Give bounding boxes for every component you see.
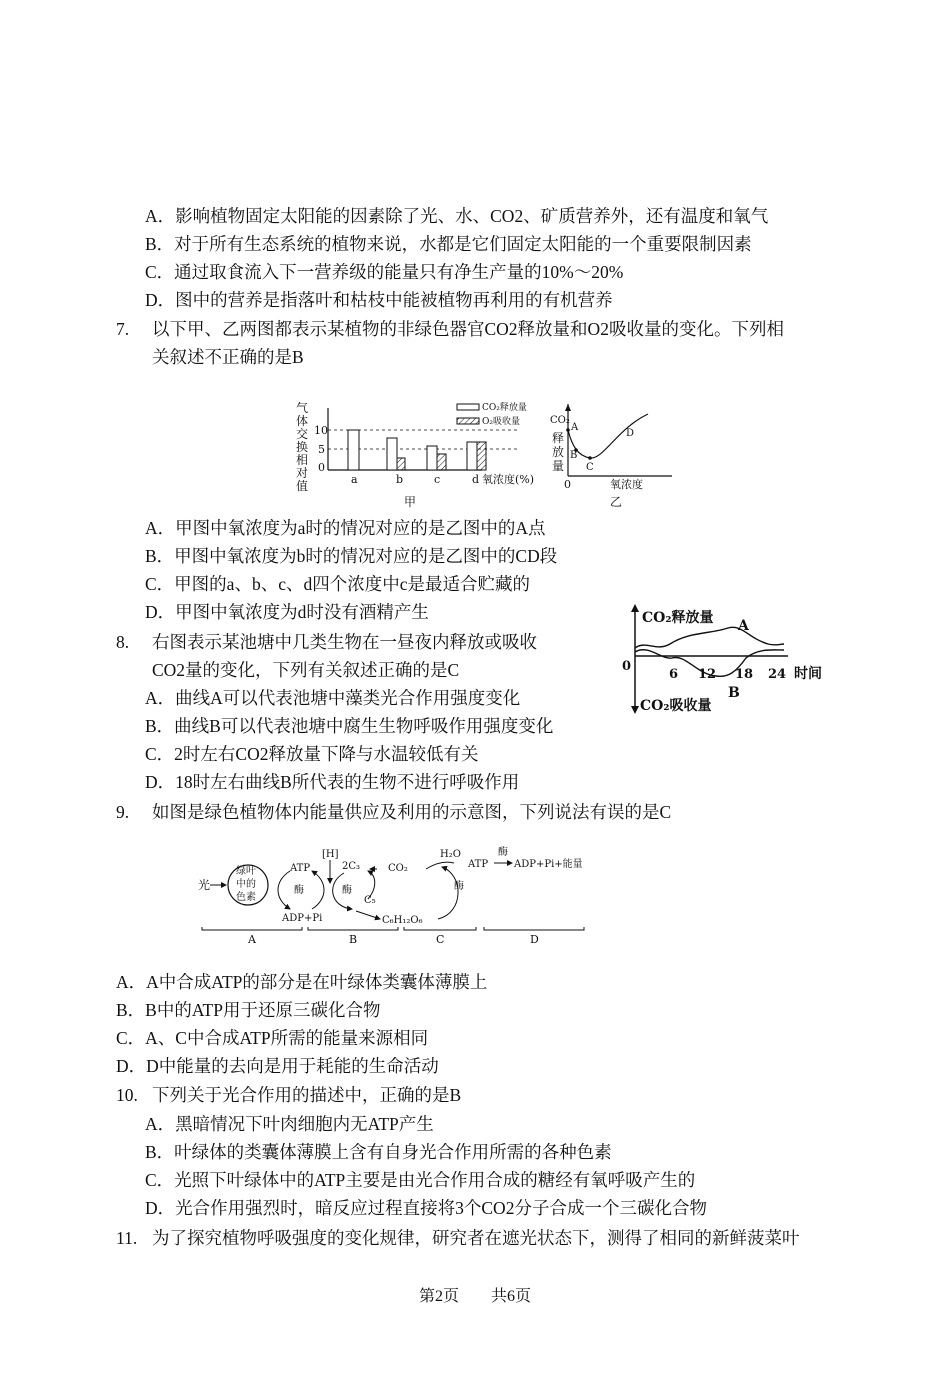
q9-bracket-b	[308, 927, 398, 930]
yi-xlabel: 氧浓度	[610, 478, 643, 491]
q9-glucose: C₆H₁₂O₆	[382, 915, 423, 926]
yi-caption: 乙	[610, 495, 623, 509]
q11-stem: 为了探究植物呼吸强度的变化规律，研究者在遮光状态下，测得了相同的新鲜菠菜叶	[152, 1228, 800, 1248]
q9-pigment-line: 色素	[236, 892, 256, 903]
jia-xtick-c: c	[434, 473, 441, 486]
q9-option-a: A．A中合成ATP的部分是在叶绿体类囊体薄膜上	[116, 972, 488, 992]
q11-number: 11.	[116, 1228, 138, 1248]
q9-adp-pi: ADP+Pi	[282, 913, 323, 924]
q9-option-b: B．B中的ATP用于还原三碳化合物	[116, 1000, 381, 1020]
q8-y-arrow-down	[631, 706, 639, 714]
q6-option-c: C．通过取食流入下一营养级的能量只有净生产量的10%～20%	[145, 262, 624, 282]
q9-bracket-d	[484, 927, 584, 930]
q9-pigment-line: 绿叶	[236, 866, 256, 877]
jia-bar-b-o2	[397, 458, 405, 470]
jia-bar-b-co2	[387, 438, 397, 470]
jia-bar-c-co2	[427, 446, 437, 470]
yi-y-arrow	[565, 404, 571, 411]
jia-legend-o2-swatch	[457, 418, 479, 424]
q9-cycle-1	[278, 871, 290, 909]
jia-ylabel-char: 气	[296, 401, 309, 415]
q7-option-d: D．甲图中氧浓度为d时没有酒精产生	[145, 602, 429, 622]
q9-cycle-1b	[312, 871, 324, 909]
q8-option-d: D．18时左右曲线B所代表的生物不进行呼吸作用	[145, 772, 520, 792]
jia-bar-c-o2	[437, 454, 446, 470]
jia-bar-d-co2	[467, 442, 477, 470]
q9-enzyme-3: 酶	[454, 881, 464, 892]
q9-glucose-arrow	[356, 911, 380, 919]
yi-curve	[568, 414, 648, 458]
jia-ylabel-char: 换	[296, 440, 309, 454]
jia-ytick-10: 10	[314, 424, 328, 437]
q8-xlabel: 时间	[794, 666, 822, 682]
q8-option-c: C．2时左右CO2释放量下降与水温较低有关	[145, 744, 479, 764]
jia-ylabel-char: 交	[296, 427, 309, 441]
q9-products: ADP+Pi+能量	[514, 859, 583, 870]
jia-ylabel-char: 对	[296, 466, 309, 480]
q6-option-d: D．图中的营养是指落叶和枯枝中能被植物再利用的有机营养	[145, 290, 613, 310]
q10-stem: 下列关于光合作用的描述中，正确的是B	[152, 1085, 462, 1105]
figure-q9	[192, 843, 592, 953]
q8-curve-a-label: A	[738, 618, 749, 634]
q8-curve-a	[635, 627, 784, 648]
yi-point-a-dot	[566, 428, 570, 432]
yi-point-a: A	[571, 422, 579, 433]
yi-point-c: C	[586, 462, 594, 473]
q9-pigment-line: 中的	[236, 879, 256, 890]
q10-option-b: B．叶绿体的类囊体薄膜上含有自身光合作用所需的各种色素	[145, 1142, 612, 1162]
jia-xlabel: 氧浓度(%)	[482, 473, 535, 486]
q8-top-label: CO₂释放量	[642, 610, 714, 626]
q9-stem: 如图是绿色植物体内能量供应及利用的示意图，下列说法有误的是C	[152, 802, 672, 822]
q7-number: 7.	[116, 319, 130, 339]
jia-legend-co2: CO₂释放量	[482, 403, 527, 413]
page-footer	[0, 1283, 950, 1306]
page-number: 第2页	[418, 1288, 459, 1305]
yi-origin: 0	[564, 478, 571, 491]
jia-ylabel-char: 相	[296, 453, 309, 467]
q8-xtick-18: 18	[735, 667, 754, 682]
q9-option-d: D．D中能量的去向是用于耗能的生命活动	[116, 1056, 439, 1076]
q9-number: 9.	[116, 802, 130, 822]
q7-stem: 以下甲、乙两图都表示某植物的非绿色器官CO2释放量和O2吸收量的变化。下列相	[152, 319, 784, 339]
yi-ylabel-char: 释	[552, 431, 565, 445]
jia-legend-co2-swatch	[457, 404, 479, 410]
q9-enzyme-2: 酶	[342, 885, 352, 896]
q9-respiration-top	[426, 862, 454, 869]
yi-point-d: D	[626, 428, 635, 439]
q8-xtick-24: 24	[768, 667, 787, 682]
jia-xtick-a: a	[351, 473, 358, 486]
yi-ylabel-char: 量	[552, 459, 565, 473]
page-total: 共6页	[491, 1288, 532, 1305]
q9-c5: C₅	[364, 895, 376, 906]
yi-point-b: B	[570, 450, 578, 461]
q8-stem: 右图表示某池塘中几类生物在一昼夜内释放或吸收	[152, 632, 537, 652]
yi-point-c-dot	[588, 456, 592, 460]
q9-atp: ATP	[290, 863, 311, 874]
jia-ytick-0: 0	[318, 461, 325, 474]
figure-jia	[292, 398, 547, 518]
q6-option-a: A．影响植物固定太阳能的因素除了光、水、CO2、矿质营养外，还有温度和氧气	[145, 206, 769, 226]
q9-bracket-d-label: D	[530, 933, 539, 946]
jia-bar-a-co2	[348, 430, 359, 470]
q10-number: 10.	[116, 1085, 138, 1105]
q9-bracket-a-label: A	[248, 933, 256, 946]
figure-yi	[548, 400, 678, 515]
q9-co2: CO₂	[388, 863, 408, 874]
q9-respiration-arc	[438, 867, 458, 919]
jia-ylabel-char: 体	[296, 414, 309, 428]
q9-enzyme-1: 酶	[294, 885, 304, 896]
q8-stem-cont: CO2量的变化，下列有关叙述正确的是C	[152, 660, 460, 680]
q9-bracket-b-label: B	[349, 933, 358, 946]
jia-ytick-5: 5	[318, 443, 325, 456]
q9-enzyme-4: 酶	[498, 847, 508, 858]
figure-q8	[618, 600, 833, 725]
q9-option-c: C．A、C中合成ATP所需的能量来源相同	[116, 1028, 429, 1048]
jia-legend-o2: O₂吸收量	[482, 417, 520, 427]
q8-number: 8.	[116, 632, 130, 652]
q9-atp-2: ATP	[468, 859, 489, 870]
q9-bracket-c	[404, 927, 476, 930]
q9-h2o: H₂O	[440, 849, 461, 860]
jia-bar-d-o2	[477, 442, 486, 470]
q8-curve-b-label: B	[728, 685, 740, 701]
q10-option-a: A．黑暗情况下叶肉细胞内无ATP产生	[145, 1114, 434, 1134]
q8-option-b: B．曲线B可以代表池塘中腐生生物呼吸作用强度变化	[145, 716, 554, 736]
q8-option-a: A．曲线A可以代表池塘中藻类光合作用强度变化	[145, 688, 521, 708]
jia-ylabel	[296, 400, 308, 493]
q8-bottom-label: CO₂吸收量	[640, 698, 712, 714]
q9-bracket-a	[202, 927, 302, 930]
q8-xtick-6: 6	[669, 667, 679, 682]
q7-stem-cont: 关叙述不正确的是B	[152, 347, 304, 367]
q10-option-c: C．光照下叶绿体中的ATP主要是由光合作用合成的糖经有氧呼吸产生的	[145, 1170, 696, 1190]
q10-option-d: D．光合作用强烈时，暗反应过程直接将3个CO2分子合成一个三碳化合物	[145, 1198, 707, 1218]
q8-y-arrow-up	[631, 604, 639, 612]
q9-h: [H]	[322, 849, 339, 860]
q6-option-b: B．对于所有生态系统的植物来说，水都是它们固定太阳能的一个重要限制因素	[145, 234, 752, 254]
q7-option-b: B．甲图中氧浓度为b时的情况对应的是乙图中的CD段	[145, 546, 558, 566]
yi-ylabel-co2: CO₂	[550, 415, 570, 426]
q8-xtick-12: 12	[698, 667, 717, 682]
q9-bracket-c-label: C	[436, 933, 445, 946]
q8-origin: 0	[622, 659, 632, 674]
q7-option-a: A．甲图中氧浓度为a时的情况对应的是乙图中的A点	[145, 518, 546, 538]
jia-caption: 甲	[404, 495, 417, 509]
q7-option-c: C．甲图的a、b、c、d四个浓度中c是最适合贮藏的	[145, 574, 530, 594]
jia-xtick-b: b	[396, 473, 404, 486]
yi-ylabel-char: 放	[552, 445, 565, 459]
q9-c3: 2C₃	[342, 861, 361, 872]
q9-light: 光	[198, 878, 211, 892]
jia-ylabel-char: 值	[296, 479, 309, 493]
jia-xtick-d: d	[472, 473, 480, 486]
